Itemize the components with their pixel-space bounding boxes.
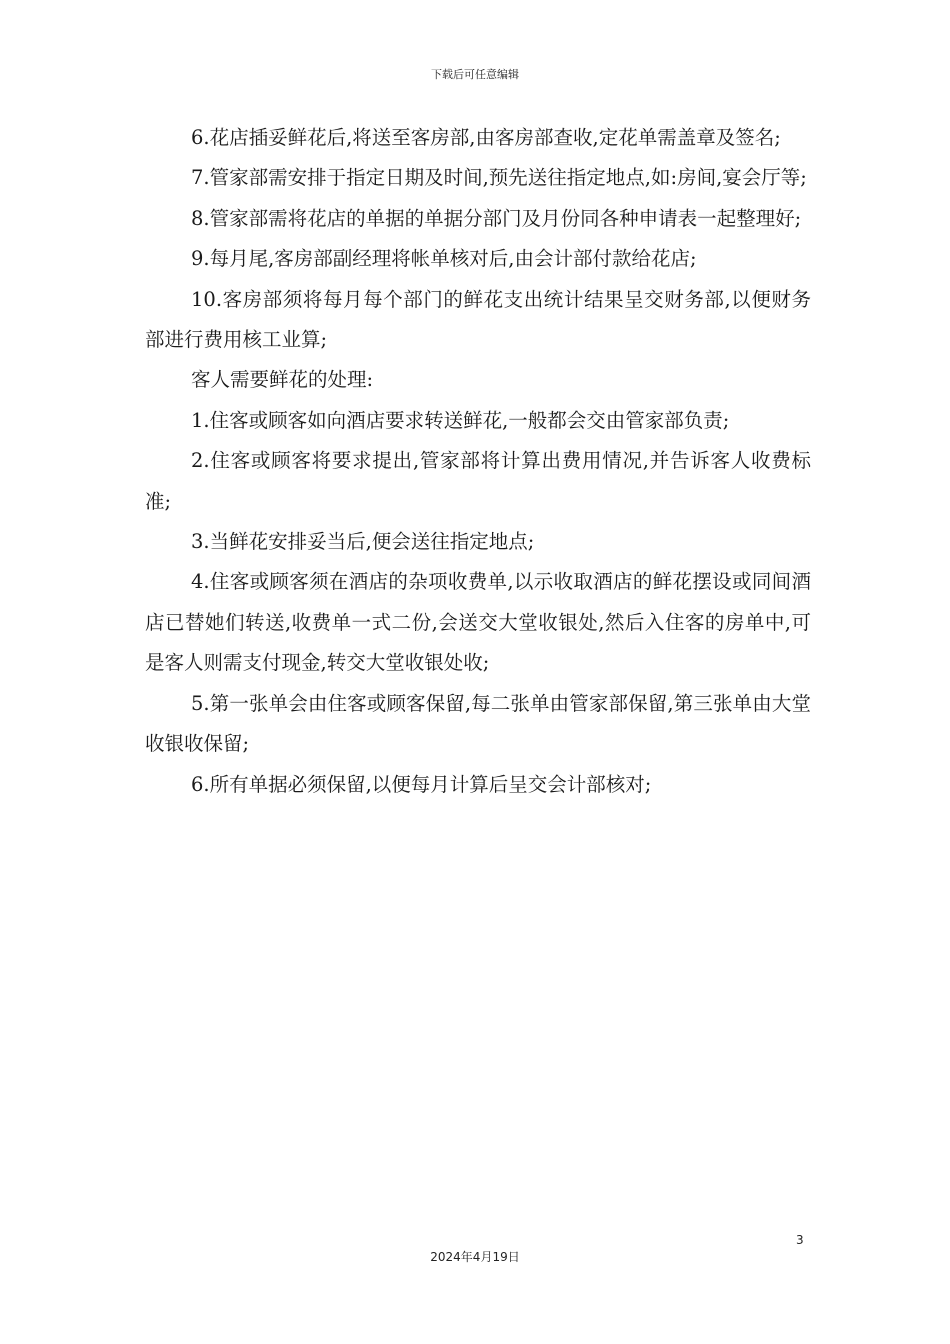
- paragraph-guest-item-5: 5.第一张单会由住客或顾客保留,每二张单由管家部保留,第三张单由大堂收银收保留;: [145, 691, 811, 756]
- footer-date: 2024年4月19日: [430, 1250, 520, 1264]
- header-note: 下载后可任意编辑: [431, 68, 519, 81]
- paragraph-guest-item-3: 3.当鲜花安排妥当后,便会送往指定地点;: [191, 530, 535, 554]
- paragraph-guest-item-1: 1.住客或顾客如向酒店要求转送鲜花,一般都会交由管家部负责;: [191, 408, 730, 432]
- section-heading-guest-flowers: 客人需要鲜花的处理:: [191, 368, 374, 392]
- paragraph-item-9-monthly-payment: 9.每月尾,客房部副经理将帐单核对后,由会计部付款给花店;: [191, 247, 697, 271]
- page-number: 3: [796, 1233, 804, 1247]
- paragraph-item-10-expense-report: 10.客房部须将每月每个部门的鲜花支出统计结果呈交财务部,以便财务部进行费用核工业算;: [145, 287, 811, 352]
- paragraph-item-6-florist-delivery: 6.花店插妥鲜花后,将送至客房部,由客房部查收,定花单需盖章及签名;: [191, 126, 781, 149]
- paragraph-item-8-organize-receipts: 8.管家部需将花店的单据的单据分部门及月份同各种申请表一起整理好;: [191, 206, 802, 230]
- paragraph-guest-item-4: 4.住客或顾客须在酒店的杂项收费单,以示收取酒店的鲜花摆设或同间酒店已替她们转送,收费单一式二份,会送交大堂收银处,然后入住客的房单中,可是客人则需支付现金,转交大堂收银处收;: [145, 570, 811, 675]
- paragraph-guest-item-2: 2.住客或顾客将要求提出,管家部将计算出费用情况,并告诉客人收费标准;: [145, 449, 811, 513]
- paragraph-guest-item-6: 6.所有单据必须保留,以便每月计算后呈交会计部核对;: [191, 772, 652, 796]
- document-body: [145, 118, 811, 805]
- paragraph-item-7-scheduled-delivery: 7.管家部需安排于指定日期及时间,预先送往指定地点,如:房间,宴会厅等;: [191, 166, 807, 190]
